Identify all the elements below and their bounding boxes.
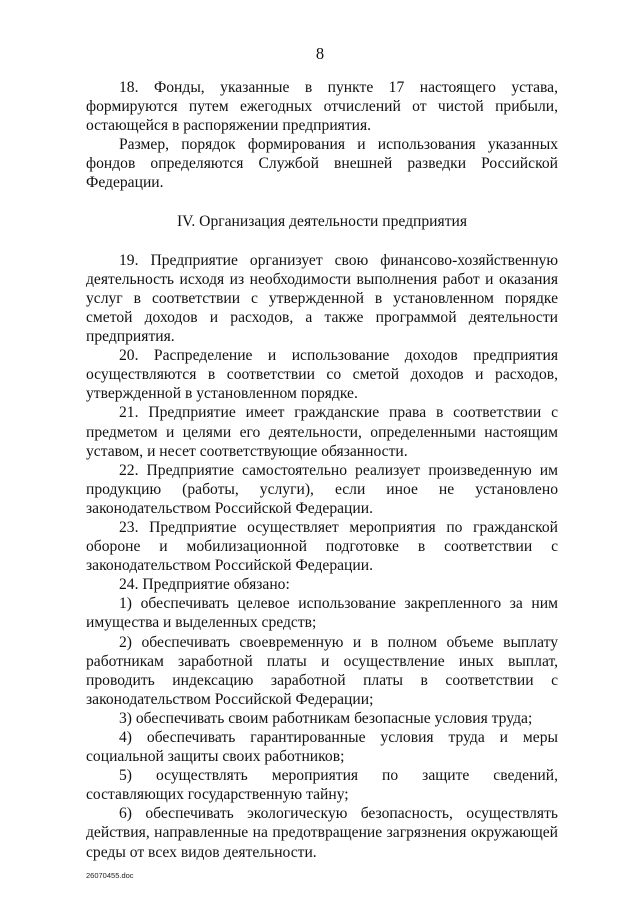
paragraph-18: 18. Фонды, указанные в пункте 17 настоящего устава, формируются путем ежегодных отчислений от чистой прибыли, остающейся в распоряжении предприятия. [86,79,558,135]
paragraph-22: 22. Предприятие самостоятельно реализует произведенную им продукцию (работы, услуги), если иное не установлено законодательством Российской Федерации. [86,461,558,517]
paragraph-funds-procedure: Размер, порядок формирования и использования указанных фондов определяются Службой внешней разведки Российской Федерации. [86,136,558,192]
paragraph-23: 23. Предприятие осуществляет мероприятия по гражданской обороне и мобилизационной подготовке в соответствии с законодательством Российской Федерации. [86,518,558,575]
paragraph-20: 20. Распределение и использование доходов предприятия осуществляются в соответствии со сметой доходов и расходов, утвержденной в установленном порядке. [86,347,558,403]
list-item-4: 4) обеспечивать гарантированные условия труда и меры социальной защиты своих работников; [86,729,558,766]
list-item-2: 2) обеспечивать своевременную и в полном объеме выплату работникам заработной платы и осуществление иных выплат, проводить индексацию заработной платы в соответствии с законодательством Российской Федерации; [86,633,558,708]
list-item-6: 6) обеспечивать экологическую безопасность, осуществлять действия, направленные на предотвращение загрязнения окружающей среды от всех видов деятельности. [86,805,558,861]
paragraph-19: 19. Предприятие организует свою финансово-хозяйственную деятельность исходя из необходимости выполнения работ и оказания услуг в соответствии с утвержденной в установленном порядке сметой доходов и расходов, а также программой деятельности предприятия. [86,251,558,346]
page-number: 8 [315,44,325,63]
list-item-1: 1) обеспечивать целевое использование закрепленного за ним имущества и выделенных средств; [86,595,558,632]
section-heading: IV. Организация деятельности предприятия [176,212,468,230]
footer-filename: 26070455.doc [86,871,134,880]
paragraph-21: 21. Предприятие имеет гражданские права в соответствии с предметом и целями его деятельности, определенными настоящим уставом, и несет соответствующие обязанности. [86,404,558,460]
list-item-3: 3) обеспечивать своим работникам безопасные условия труда; [119,709,533,727]
document-body [86,78,558,862]
list-item-5: 5) осуществлять мероприятия по защите сведений, составляющих государственную тайну; [86,767,558,804]
paragraph-24: 24. Предприятие обязано: [119,576,290,594]
